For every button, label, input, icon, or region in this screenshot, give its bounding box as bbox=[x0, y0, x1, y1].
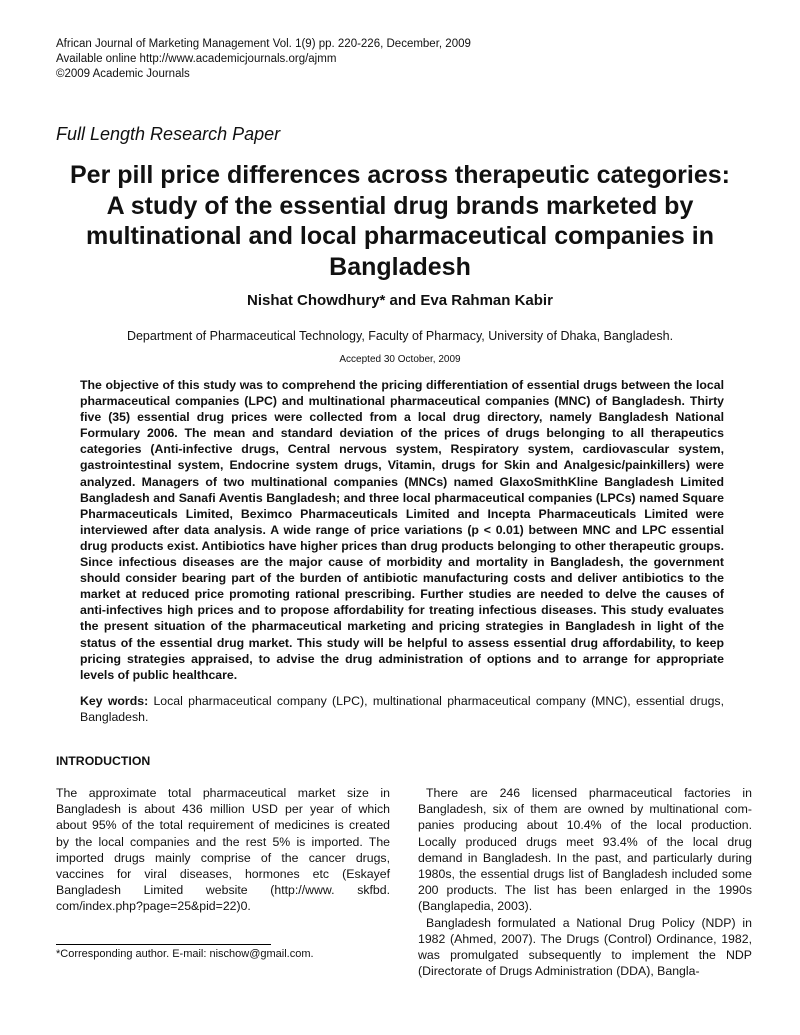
paper-type: Full Length Research Paper bbox=[56, 124, 281, 144]
right-column bbox=[418, 785, 752, 979]
paper-title bbox=[40, 160, 760, 282]
abstract: The objective of this study was to comprehend the pricing differentiation of essential drugs between the local pharmaceutical companies (LPC) and multinational pharmaceutical companies (MNC) of Bangladesh. Thirty five (35) essential drug prices were collected from a local drug directory, namely Bangladesh National Formulary 2006. The mean and standard deviation of the prices of drugs belonging to all therapeutics categories (Anti-infective drugs, Central nervous system, Respiratory system, cardiovascular system, gastrointestinal system, Endocrine system drugs, Vitamin, drugs for Skin and Analgesic/painkillers) were analyzed. Managers of two multinational companies (MNCs) named GlaxoSmithKline Bangladesh Limited Bangladesh and Sanafi Aventis Bangladesh; and three local pharmaceutical companies (LPCs) named Square Pharmaceuticals Limited, Beximco Pharmaceuticals Limited and Incepta Pharmaceuticals Limited were interviewed after data analysis. A wide range of price variations (p < 0.01) between MNC and LPC essential drug products exist. Antibiotics have higher prices than drug products belonging to other therapeutic groups. Since infectious diseases are the major cause of morbidity and mortality in Bangladesh, the government should consider bearing part of the burden of antibiotic manufacturing costs and deliver antibiotics to the market at reduced price promoting rational prescribing. Further studies are needed to delve the causes of anti-infectives high prices and to propose affordability for treating infectious diseases. This study evaluates the present situation of the pharmaceutical marketing and pricing strategies in Bangladesh in light of the status of the essential drug market. This study will be helpful to assess essential drug affordability, to keep pricing strategies appraised, to advise the drug administration of options and to arrange for appropriate levels of public healthcare. bbox=[80, 378, 724, 682]
paragraph: Bangladesh formulated a National Drug Policy (NDP) in 1982 (Ahmed, 2007). The Drugs (Control) Ordinance, 1982, was promulgated subsequently to implement the NDP (Directorate of Drugs Administration (DDA), Bangla- bbox=[418, 915, 752, 979]
journal-citation: African Journal of Marketing Management Vol. 1(9) pp. 220-226, December, 2009 bbox=[56, 38, 471, 50]
keywords-label: Key words: bbox=[80, 694, 149, 708]
title-line: multinational and local pharmaceutical companies in bbox=[86, 222, 714, 250]
title-line: Bangladesh bbox=[329, 252, 471, 281]
accepted-date: Accepted 30 October, 2009 bbox=[339, 354, 461, 365]
affiliation: Department of Pharmaceutical Technology, Faculty of Pharmacy, University of Dhaka, Bangladesh. bbox=[126, 329, 674, 343]
footnote: *Corresponding author. E-mail: nischow@gmail.com. bbox=[56, 948, 314, 960]
journal-header bbox=[56, 37, 471, 82]
journal-url: Available online http://www.academicjournals.org/ajmm bbox=[56, 53, 337, 65]
title-line: Per pill price differences across therapeutic categories: bbox=[70, 161, 730, 189]
introduction-heading: INTRODUCTION bbox=[56, 754, 151, 768]
footnote-divider bbox=[56, 944, 271, 945]
journal-copyright: ©2009 Academic Journals bbox=[56, 68, 190, 80]
paragraph: The approximate total pharmaceutical market size in Bangladesh is about 436 million USD per year of which about 95% of the total requirement of medicines is created by the local companies and the rest 5% is imported. The imported drugs mainly comprise of the cancer drugs, vaccines for viral diseases, hormones etc (Eskayef Bangladesh Limited website (http://www. skfbd. com/index.php?page=25&pid=22)0. bbox=[56, 786, 390, 914]
keywords-text: Local pharmaceutical company (LPC), multinational pharmaceutical company (MNC), essential drugs, Bangladesh. bbox=[80, 694, 724, 724]
authors: Nishat Chowdhury* and Eva Rahman Kabir bbox=[247, 292, 553, 309]
title-line: A study of the essential drug brands marketed by bbox=[106, 191, 694, 220]
left-column bbox=[56, 785, 390, 915]
keywords bbox=[80, 693, 724, 725]
paragraph: There are 246 licensed pharmaceutical factories in Bangladesh, six of them are owned by multinational companies producing about 10.4% of the local production. Locally produced drugs meet 93.4% of the local drug demand in Bangladesh. In the past, and particularly during 1980s, the essential drugs list of Bangladesh included some 200 products. The list has been enlarged in the 1990s (Banglapedia, 2003). bbox=[418, 786, 752, 914]
